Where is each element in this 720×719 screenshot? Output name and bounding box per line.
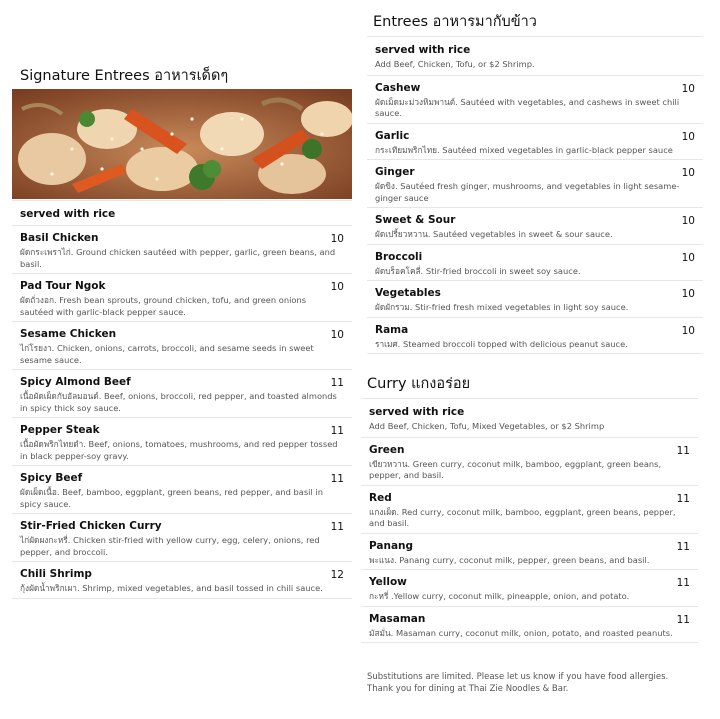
menu-item-name: Rama	[375, 323, 409, 336]
menu-item-name: Garlic	[375, 129, 410, 142]
menu-item-price: 11	[330, 377, 344, 389]
served-with-rice-label: served with rice	[369, 406, 465, 418]
menu-item-price: 12	[330, 569, 344, 581]
menu-item-price: 11	[330, 425, 344, 437]
menu-item-name: Pad Tour Ngok	[20, 280, 106, 292]
menu-item-description: ผัดบร็อคโคลี่. Stir-fried broccoli in sweet soy sauce.	[375, 265, 581, 276]
served-with-rice-description: Add Beef, Chicken, Tofu, or $2 Shrimp.	[375, 59, 535, 69]
menu-item-price: 11	[330, 473, 344, 485]
menu-item-price: 10	[330, 233, 344, 245]
served-with-rice-row	[12, 200, 352, 225]
menu-item	[12, 225, 352, 273]
menu-item	[361, 533, 698, 570]
menu-item-name: Green	[369, 443, 405, 456]
menu-item	[361, 606, 698, 644]
menu-item-name: Sesame Chicken	[20, 328, 117, 340]
menu-item-name: Spicy Beef	[20, 472, 83, 484]
menu-item-name: Broccoli	[375, 250, 423, 263]
menu-item-description: ราเมศ. Steamed broccoli topped with delicious peanut sauce.	[375, 338, 628, 349]
menu-item	[12, 369, 352, 417]
menu-item-description: ผัดขิง. Sautéed fresh ginger, mushrooms, and vegetables in light sesame-ginger sauce	[375, 181, 680, 203]
menu-item-name: Basil Chicken	[20, 232, 99, 244]
menu-item-price: 10	[681, 288, 695, 300]
menu-item	[361, 569, 698, 606]
menu-item-name: Panang	[369, 539, 414, 552]
menu-item-name: Masaman	[369, 612, 426, 625]
menu-item-price: 10	[681, 130, 695, 143]
menu-item-price: 10	[681, 167, 695, 179]
menu-item-description: กุ้งผัดน้ำพริกเผา. Shrimp, mixed vegetables, and basil tossed in chili sauce.	[20, 583, 323, 593]
signature-entrees-list	[12, 200, 352, 599]
footer-substitutions: Substitutions are limited. Please let us know if you have food allergies.	[367, 672, 669, 682]
menu-item-price: 11	[676, 613, 690, 626]
menu-item-price: 11	[676, 492, 690, 505]
menu-item-description: ไก่ผัดผงกะหรี่. Chicken stir-fried with yellow curry, egg, celery, onions, red pepper, and broccoli.	[20, 535, 320, 557]
menu-item-description: แกงเผ็ด. Red curry, coconut milk, bamboo, eggplant, green beans, pepper, and basil.	[369, 506, 676, 528]
menu-item-name: Chili Shrimp	[20, 568, 92, 580]
menu-item-price: 10	[681, 251, 695, 264]
menu-item-price: 10	[681, 324, 695, 337]
menu-item-description: ไก่โรยงา. Chicken, onions, carrots, broccoli, and sesame seeds in sweet sesame sauce.	[20, 343, 314, 365]
curry-title: Curry แกงอร่อย	[367, 376, 471, 392]
served-with-rice-label: served with rice	[20, 208, 116, 220]
menu-item-description: เขียวหวาน. Green curry, coconut milk, bamboo, eggplant, green beans, pepper, and basil.	[369, 458, 662, 480]
footer-thank-you: Thank you for dining at Thai Zie Noodles & Bar.	[367, 684, 569, 694]
menu-item	[12, 465, 352, 513]
entrees-title: Entrees อาหารมากับข้าว	[373, 14, 537, 30]
footer-note	[367, 671, 707, 695]
menu-item	[367, 123, 703, 160]
menu-item	[12, 321, 352, 369]
menu-item-description: ผัดกระเพราไก่. Ground chicken sautéed with pepper, garlic, green beans, and basil.	[20, 247, 336, 269]
menu-item	[367, 317, 703, 355]
menu-item-description: ผัดถั่วงอก. Fresh bean sprouts, ground chicken, tofu, and green onions sautéed with garlic-black pepper sauce.	[20, 295, 307, 317]
entrees-list	[367, 36, 703, 354]
served-with-rice-row	[361, 398, 698, 437]
menu-item	[12, 561, 352, 599]
served-with-rice-row	[367, 36, 703, 75]
menu-item-description: กะหรี่ .Yellow curry, coconut milk, pineapple, onion, and potato.	[369, 591, 630, 601]
menu-item-price: 11	[330, 521, 344, 533]
menu-item	[12, 273, 352, 321]
signature-entrees-title: Signature Entrees อาหารเด็ดๆ	[20, 68, 229, 84]
menu-item	[361, 485, 698, 533]
menu-item-name: Sweet & Sour	[375, 214, 456, 226]
menu-item-price: 10	[681, 82, 695, 95]
menu-item-price: 10	[681, 215, 695, 227]
menu-item-description: ผัดเปรี้ยวหวาน. Sautéed vegetables in sweet & sour sauce.	[375, 229, 613, 239]
menu-item-description: ผัดผักรวม. Stir-fried fresh mixed vegetables in light soy sauce.	[375, 302, 629, 312]
menu-item-description: ผัดเม็ดมะม่วงหิมพานต์. Sautéed with vegetables, and cashews in sweet chili sauce.	[375, 96, 680, 118]
served-with-rice-label: served with rice	[375, 44, 471, 56]
menu-item-name: Vegetables	[375, 287, 441, 299]
menu-item-description: เนื้อผัดพริกไทยดำ. Beef, onions, tomatoes, mushrooms, and red pepper tossed in black pepper-soy gravy.	[20, 439, 338, 461]
menu-item	[367, 159, 703, 207]
menu-item-name: Yellow	[369, 576, 407, 588]
menu-item-description: เนื้อผัดเผ็ดกับอัลมอนด์. Beef, onions, broccoli, red pepper, and toasted almonds in spicy thick soy sauce.	[20, 391, 337, 413]
menu-item-description: พะแนง. Panang curry, coconut milk, pepper, green beans, and basil.	[369, 554, 650, 565]
menu-item	[12, 513, 352, 561]
menu-item	[367, 280, 703, 317]
menu-item-price: 11	[676, 577, 690, 589]
menu-item	[367, 207, 703, 244]
menu-item	[367, 244, 703, 281]
served-with-rice-description: Add Beef, Chicken, Tofu, Mixed Vegetables, or $2 Shrimp	[369, 421, 605, 431]
curry-list	[361, 398, 698, 643]
menu-item-price: 11	[676, 444, 690, 457]
menu-item-description: ผัดเผ็ดเนื้อ. Beef, bamboo, eggplant, green beans, red pepper, and basil in spicy sauce.	[20, 487, 323, 509]
menu-item-price: 11	[676, 540, 690, 553]
menu-item-price: 10	[330, 281, 344, 293]
menu-item-name: Ginger	[375, 166, 415, 178]
food-photo	[12, 89, 352, 199]
menu-item	[361, 437, 698, 485]
menu-item-name: Cashew	[375, 81, 421, 94]
menu-item-name: Pepper Steak	[20, 424, 100, 436]
menu-item-name: Spicy Almond Beef	[20, 376, 131, 388]
menu-item-name: Stir-Fried Chicken Curry	[20, 520, 162, 532]
menu-item-price: 10	[330, 329, 344, 341]
menu-item-description: มัสมั่น. Masaman curry, coconut milk, onion, potato, and roasted peanuts.	[369, 627, 673, 638]
menu-item-name: Red	[369, 491, 392, 504]
menu-item	[12, 417, 352, 465]
menu-item	[367, 75, 703, 123]
menu-item-description: กระเทียมพริกไทย. Sautéed mixed vegetables in garlic-black pepper sauce	[375, 144, 673, 155]
